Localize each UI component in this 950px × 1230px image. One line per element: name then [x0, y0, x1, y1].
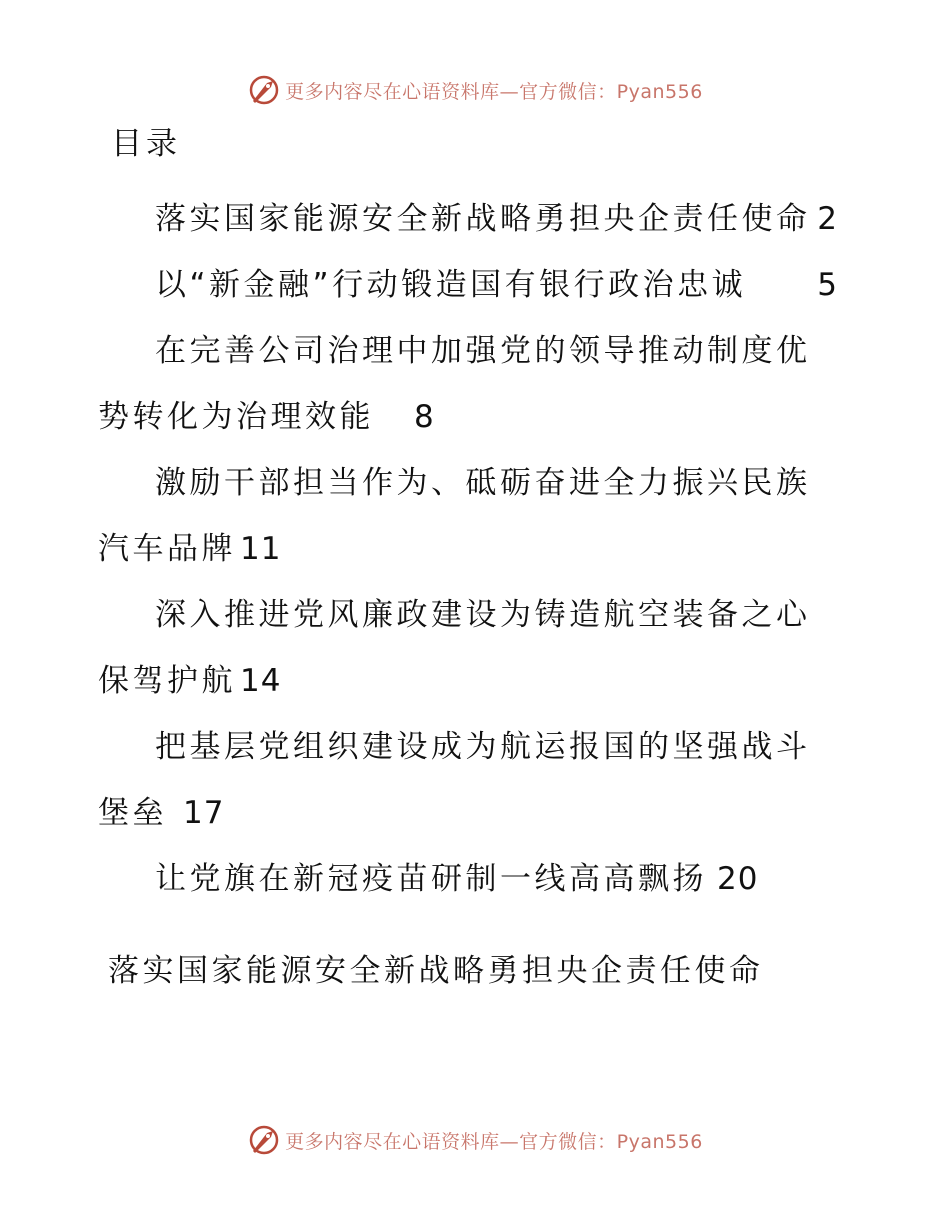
- toc-entry-page: 5: [817, 267, 838, 303]
- toc-entry[interactable]: [98, 318, 838, 450]
- toc-title: 目录: [111, 126, 181, 162]
- pen-nib-logo-icon: [247, 1123, 281, 1157]
- toc-entry[interactable]: [98, 252, 838, 318]
- watermark-text: 更多内容尽在心语资料库—官方微信：Pyan556: [285, 1130, 703, 1153]
- toc-entry-page: 17: [183, 795, 225, 831]
- section-heading: 落实国家能源安全新战略勇担央企责任使命: [108, 953, 764, 989]
- toc-entry-page: 14: [240, 663, 282, 699]
- toc-entry-text: 让党旗在新冠疫苗研制一线高高飘扬: [155, 861, 707, 897]
- toc-entry-text: 在完善公司治理中加强党的领导推动制度优势转化为治理效能: [98, 333, 811, 435]
- toc-entry-text: 落实国家能源安全新战略勇担央企责任使命: [155, 201, 811, 237]
- table-of-contents: [98, 186, 838, 912]
- toc-entry-page: 20: [717, 861, 759, 897]
- toc-entry[interactable]: [98, 450, 838, 582]
- toc-entry-page: 2: [817, 201, 838, 237]
- toc-entry-text: 深入推进党风廉政建设为铸造航空装备之心保驾护航: [98, 597, 811, 699]
- toc-entry-text: 以“新金融”行动锻造国有银行政治忠诚: [155, 267, 747, 303]
- toc-entry[interactable]: [98, 714, 838, 846]
- toc-entry-page: 11: [240, 531, 282, 567]
- toc-entry[interactable]: [98, 186, 838, 252]
- header-watermark: [0, 70, 950, 110]
- toc-entry[interactable]: [98, 846, 838, 912]
- toc-entry-text: 把基层党组织建设成为航运报国的坚强战斗堡垒: [98, 729, 811, 831]
- toc-entry[interactable]: [98, 582, 838, 714]
- watermark-text: 更多内容尽在心语资料库—官方微信：Pyan556: [285, 80, 703, 103]
- pen-nib-logo-icon: [247, 73, 281, 107]
- toc-entry-text: 激励干部担当作为、砥砺奋进全力振兴民族汽车品牌: [98, 465, 811, 567]
- toc-entry-page: 8: [414, 399, 435, 435]
- footer-watermark: [0, 1120, 950, 1160]
